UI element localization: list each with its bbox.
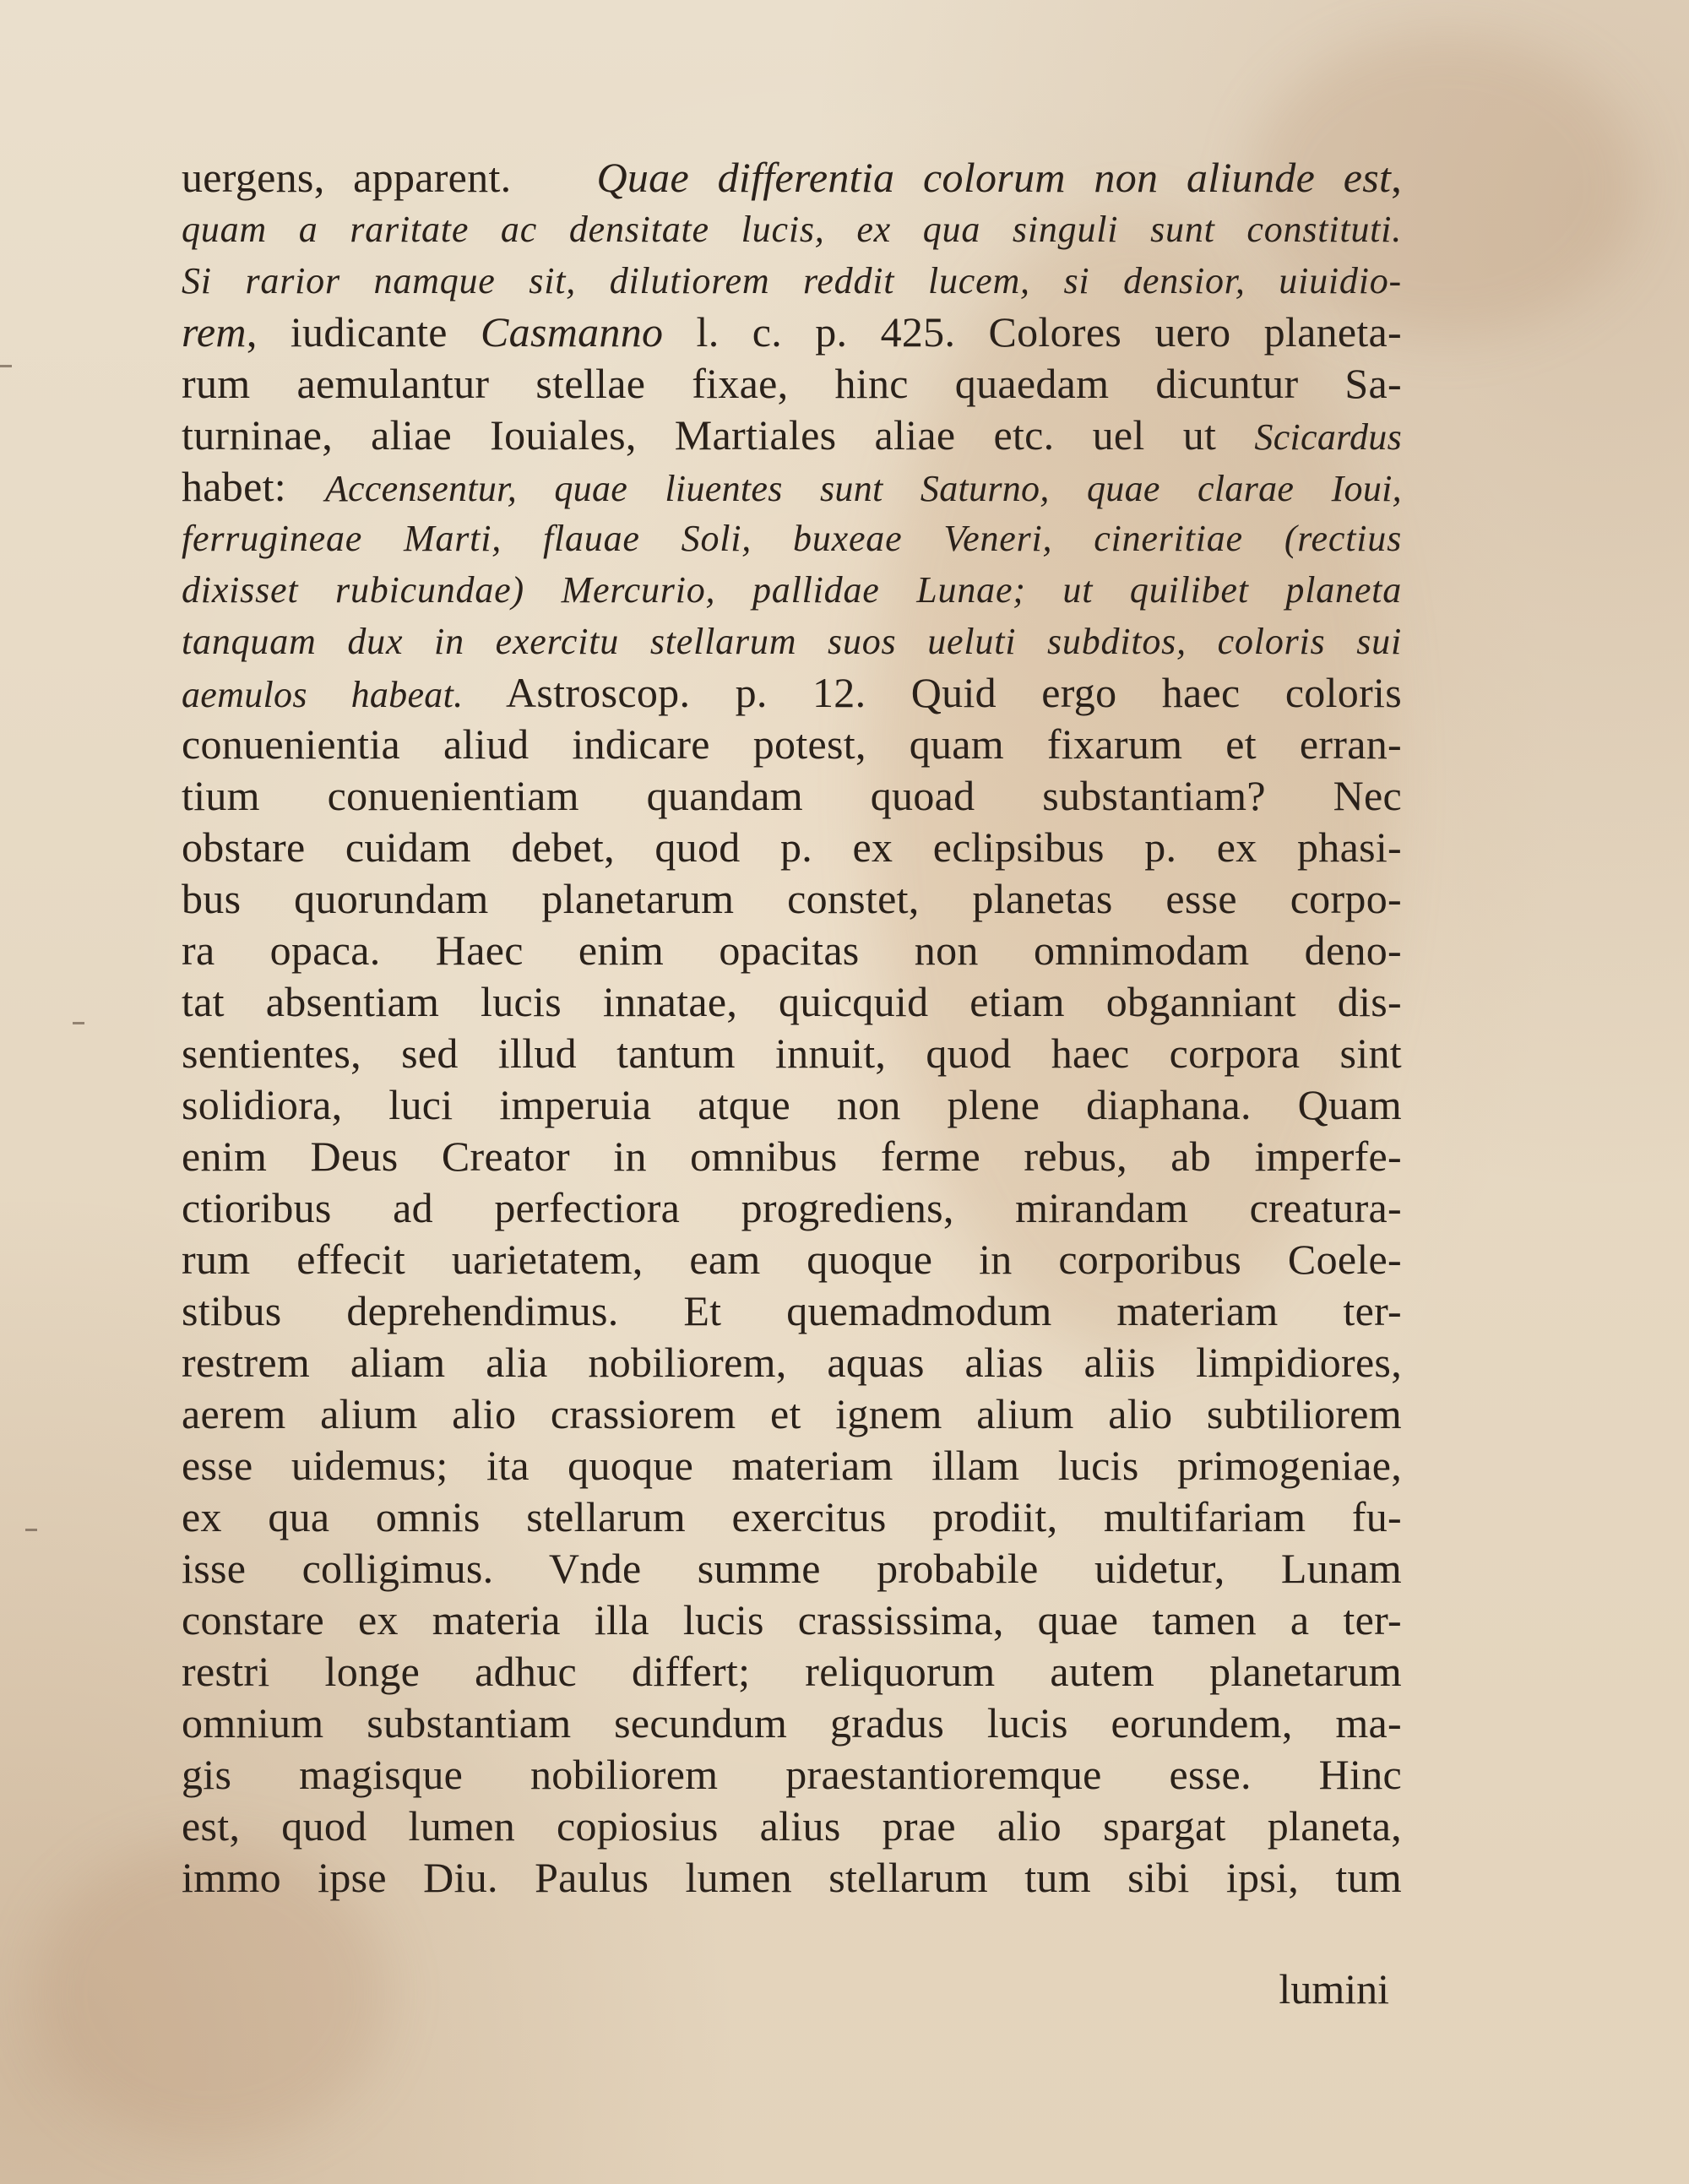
text-line: conuenientia aliud indicare potest, quam fixarum et erran- [182, 720, 1402, 768]
text-line: habet: Accensentur, quae liuentes sunt Saturno, quae clarae Ioui, [182, 463, 1402, 510]
text-line: esse uidemus; ita quoque materiam illam lucis primogeniae, [182, 1442, 1402, 1489]
text-line: quam a raritate ac densitate lucis, ex qua singuli sunt constituti. [182, 209, 1402, 250]
text-line: est, quod lumen copiosius alius prae alio spargat planeta, [182, 1802, 1402, 1850]
text-line: sentientes, sed illud tantum innuit, quod haec corpora sint [182, 1030, 1402, 1077]
text-line: ctioribus ad perfectiora progrediens, mirandam creatura- [182, 1184, 1402, 1231]
body-text [182, 152, 1402, 1904]
text-line: Si rarior namque sit, dilutiorem reddit lucem, si densior, uiuidio- [182, 260, 1402, 302]
margin-mark [0, 365, 12, 367]
text-line: tium conuenientiam quandam quoad substantiam? Nec [182, 772, 1402, 819]
text-line: solidiora, luci imperuia atque non plene diaphana. Quam [182, 1081, 1402, 1128]
text-line: tat absentiam lucis innatae, quicquid etiam obganniant dis- [182, 978, 1402, 1025]
text-line: rem, iudicante Casmanno l. c. p. 425. Colores uero planeta- [182, 308, 1402, 356]
catchword: lumini [1279, 1965, 1389, 2013]
text-line: dixisset rubicundae) Mercurio, pallidae Lunae; ut quilibet planeta [182, 569, 1402, 611]
text-line: omnium substantiam secundum gradus lucis eorundem, ma- [182, 1699, 1402, 1747]
text-line: restri longe adhuc differt; reliquorum autem planetarum [182, 1648, 1402, 1695]
text-line: aemulos habeat. Astroscop. p. 12. Quid ergo haec coloris [182, 669, 1403, 716]
text-line: ex qua omnis stellarum exercitus prodiit, multifariam fu- [182, 1493, 1402, 1540]
margin-mark [73, 1022, 84, 1024]
text-line: enim Deus Creator in omnibus ferme rebus, ab imperfe- [182, 1133, 1402, 1180]
text-line: isse colligimus. Vnde summe probabile uidetur, Lunam [182, 1545, 1402, 1592]
text-line: constare ex materia illa lucis crassissima, quae tamen a ter- [182, 1596, 1402, 1643]
text-line: immo ipse Diu. Paulus lumen stellarum tum sibi ipsi, tum [182, 1854, 1402, 1901]
margin-mark [25, 1529, 37, 1531]
text-line: tanquam dux in exercitu stellarum suos ueluti subditos, coloris sui [182, 621, 1402, 662]
text-line: restrem aliam alia nobiliorem, aquas alias aliis limpidiores, [182, 1339, 1402, 1386]
text-line: stibus deprehendimus. Et quemadmodum materiam ter- [182, 1287, 1402, 1334]
text-line: uergens, apparent. Quae differentia colorum non aliunde est, [182, 154, 1402, 201]
text-line: obstare cuidam debet, quod p. ex eclipsibus p. ex phasi- [182, 823, 1402, 871]
text-line: rum aemulantur stellae fixae, hinc quaedam dicuntur Sa- [182, 360, 1402, 407]
text-line: rum effecit uarietatem, eam quoque in corporibus Coele- [182, 1236, 1402, 1283]
text-line: bus quorundam planetarum constet, planetas esse corpo- [182, 875, 1402, 922]
text-line: gis magisque nobiliorem praestantioremque esse. Hinc [182, 1751, 1402, 1798]
text-line: ferrugineae Marti, flauae Soli, buxeae Veneri, cineritiae (rectius [182, 518, 1402, 559]
text-line: turninae, aliae Iouiales, Martiales aliae etc. uel ut Scicardus [182, 411, 1402, 459]
text-line: aerem alium alio crassiorem et ignem alium alio subtiliorem [182, 1390, 1402, 1437]
text-line: ra opaca. Haec enim opacitas non omnimodam deno- [182, 926, 1402, 974]
